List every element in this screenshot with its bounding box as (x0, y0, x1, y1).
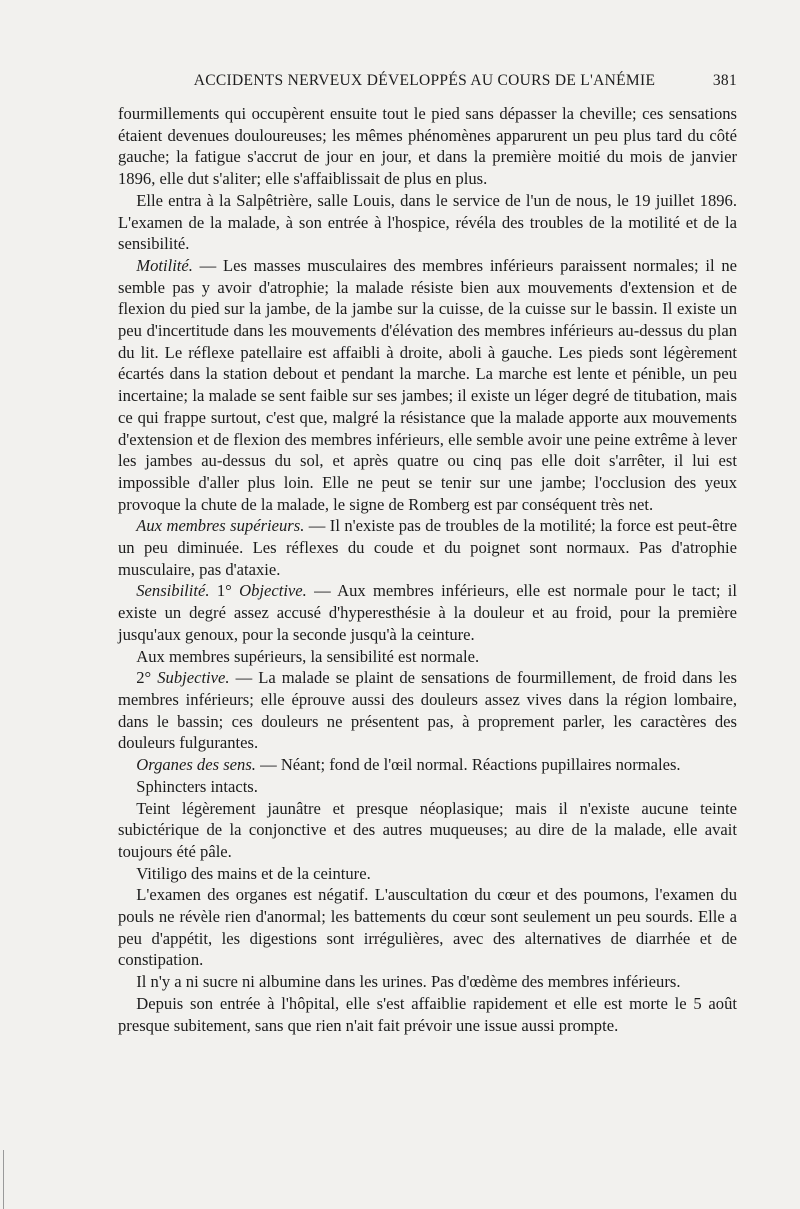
paragraph-urines: Il n'y a ni sucre ni albumine dans les urines. Pas d'œdème des membres inférieurs. (136, 972, 681, 992)
heading-sensibilite: Sensibilité. (136, 581, 210, 601)
paragraph-sphincters: Sphincters intacts. (136, 776, 258, 796)
page-edge-line (3, 1150, 4, 1209)
book-page (118, 66, 737, 1036)
paragraph-examen-organes: L'examen des organes est négatif. L'auscultation du cœur et des poumons, l'examen du pouls ne révèle rien d'anormal; les battements du cœur sont seulement un peu sourds. Elle a peu d'appétit, les digestions sont irrégulières, avec des alternatives de diarrhée et de constipation. (118, 885, 737, 970)
paragraph-admission: Elle entra à la Salpêtrière, salle Louis, dans le service de l'un de nous, le 19 juillet 1896. L'examen de la malade, à son entrée à l'hospice, révéla des troubles de la motilité et de la sensibilité. (118, 190, 737, 254)
heading-membres-superieurs: Aux membres supérieurs. (136, 516, 305, 536)
heading-subjective: Subjective. (157, 668, 230, 688)
running-head (118, 66, 737, 96)
heading-organes-sens: Organes des sens. (136, 755, 256, 775)
paragraph-sensibilite (118, 580, 737, 645)
paragraph-subjective (118, 667, 737, 754)
text-subjective: — La malade se plaint de sensations de fourmillement, de froid dans les membres inférieurs; elle éprouve aussi des douleurs assez vives dans la région lombaire, dans le bassin; ces douleurs ne présentent pas, à proprement parler, les caractères des douleurs fulgurantes. (118, 668, 737, 753)
text-sensibilite: — Aux membres inférieurs, elle est normale pour le tact; il existe un degré assez accusé d'hyperesthésie à la douleur et au froid, pour la première jusqu'aux genoux, pour la seconde jusqu'à la ceinture. (118, 581, 737, 644)
paragraph-vitiligo: Vitiligo des mains et de la ceinture. (136, 863, 371, 883)
heading-motilite: Motilité. (136, 255, 193, 275)
paragraph-continuation: fourmillements qui occupèrent ensuite tout le pied sans dépasser la cheville; ces sensations étaient devenues douloureuses; les mêmes phénomènes apparurent un peu plus tard du côté gauche; la fatigue s'accrut de jour en jour, et dans la première moitié du mois de janvier 1896, elle dut s'aliter; elle s'affaiblissait de plus en plus. (118, 104, 737, 189)
text-motilite: — Les masses musculaires des membres inférieurs paraissent normales; il ne semble pas y avoir d'atrophie; la malade résiste bien aux mouvements d'extension et de flexion du pied sur la jambe, de la jambe sur la cuisse, de la cuisse sur le bassin. Il existe un peu d'incertitude dans les mouvements d'élévation des membres inférieurs au-dessus du plan du lit. Le réflexe patellaire est affaibli à droite, aboli à gauche. Les pieds sont légèrement écartés dans la station debout et pendant la marche. La marche est lente et pénible, un peu incertaine; la malade se sent faible sur ses jambes; il existe un léger degré de titubation, mais ce qui frappe surtout, c'est que, malgré la résistance que la malade apporte aux mouvements d'extension et de flexion des membres inférieurs, elle semble avoir une peine extrême à lever les jambes au-dessus du sol, et après quatre ou cinq pas elle doit s'arrêter, il lui est impossible d'aller plus loin. Elle ne peut se tenir sur une jambe; l'occlusion des yeux provoque la chute de la malade, le signe de Romberg est par conséquent très net. (118, 255, 737, 514)
numbering-objective: 1° (209, 581, 240, 601)
heading-objective: Objective. (239, 581, 307, 601)
page-number: 381 (712, 72, 737, 89)
running-title: ACCIDENTS NERVEUX DÉVELOPPÉS AU COURS DE L'ANÉMIE (193, 72, 656, 89)
text-membres-superieurs: — Il n'existe pas de troubles de la motilité; la force est peut-être un peu diminuée. Les réflexes du coude et du poignet sont normaux. Pas d'atrophie musculaire, pas d'ataxie. (118, 516, 737, 579)
paragraph-organes-sens (118, 754, 737, 776)
paragraph-teint: Teint légèrement jaunâtre et presque néoplasique; mais il n'existe aucune teinte subictérique de la conjonctive et des autres muqueuses; au dire de la malade, elle avait toujours été pâle. (118, 798, 737, 861)
paragraph-motilite (118, 255, 737, 515)
body-text (118, 103, 737, 1036)
text-organes-sens: — Néant; fond de l'œil normal. Réactions pupillaires normales. (255, 755, 681, 775)
paragraph-deces: Depuis son entrée à l'hôpital, elle s'est affaiblie rapidement et elle est morte le 5 août presque subitement, sans que rien n'ait fait prévoir une issue aussi prompte. (118, 993, 737, 1035)
paragraph-sensibilite-superieurs: Aux membres supérieurs, la sensibilité est normale. (136, 646, 480, 666)
numbering-subjective: 2° (136, 668, 158, 688)
paragraph-membres-superieurs (118, 515, 737, 580)
